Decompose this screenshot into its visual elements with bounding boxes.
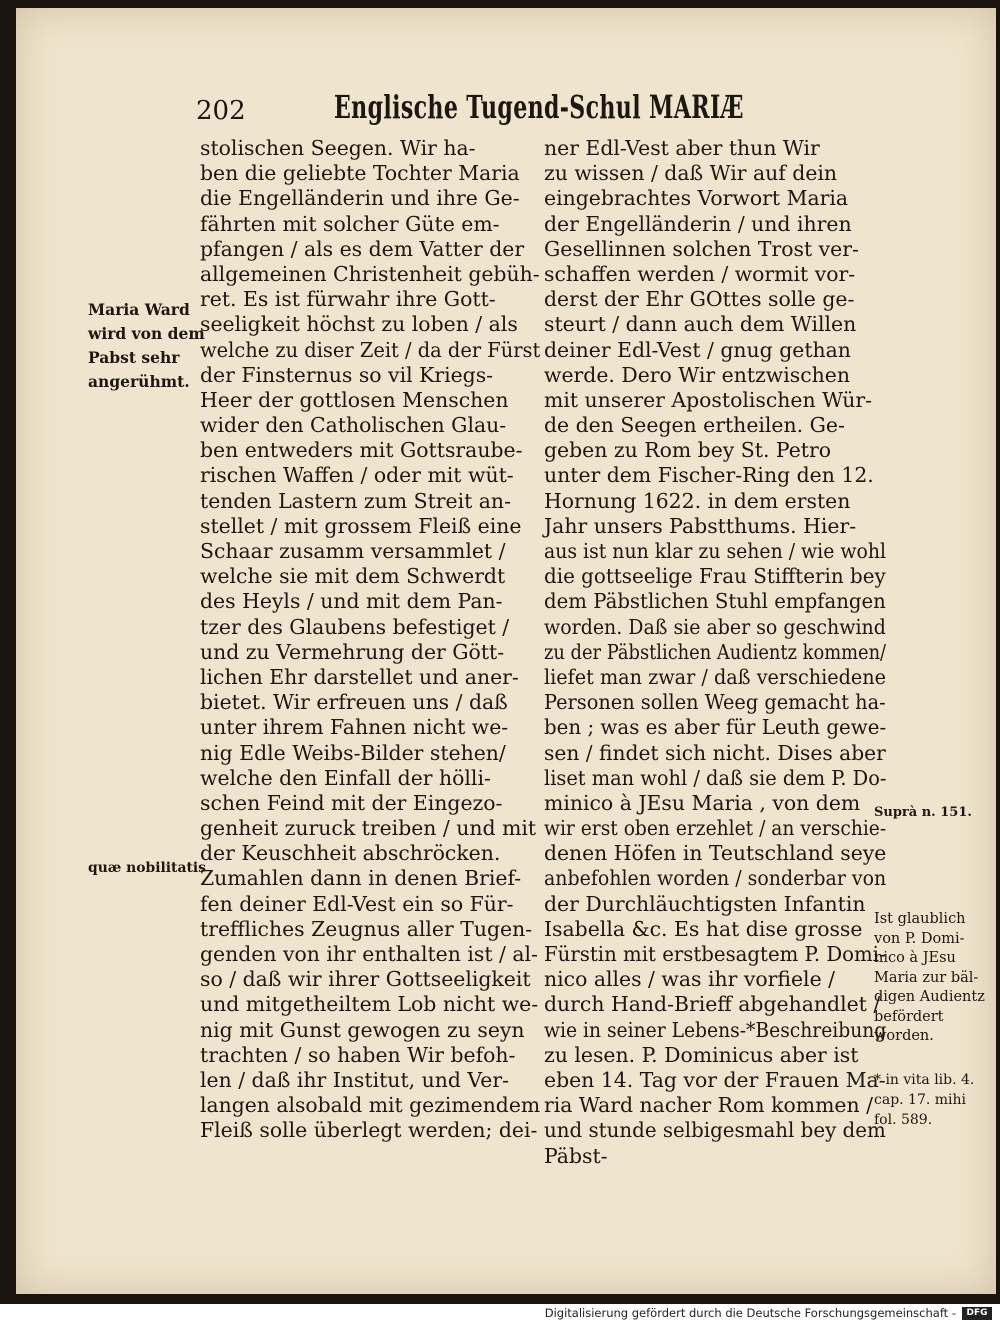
margin-line: Ist glaublich — [874, 911, 966, 927]
text-line: der Engelländerin / und ihren — [544, 211, 852, 236]
text-line: Gesellinnen solchen Trost ver- — [544, 236, 859, 261]
text-line: Fleiß solle überlegt werden; dei- — [200, 1118, 538, 1143]
text-line: tzer des Glaubens befestiget / — [200, 614, 510, 639]
text-line: sen / findet sich nicht. Dises aber — [544, 740, 886, 765]
text-line: deiner Edl-Vest / gnug gethan — [544, 337, 851, 362]
text-line: des Heyls / und mit dem Pan- — [200, 589, 503, 614]
text-line: geben zu Rom bey St. Petro — [544, 438, 831, 463]
text-line: Personen sollen Weeg gemacht ha- — [544, 690, 886, 715]
text-line: der Durchläuchtigsten Infantin — [544, 891, 866, 916]
text-line: seeligkeit höchst zu loben / als — [200, 312, 518, 337]
text-line: ret. Es ist fürwahr ihre Gott- — [200, 287, 496, 312]
margin-line: nico à JEsu — [874, 950, 956, 966]
text-line: zu lesen. P. Dominicus aber ist — [544, 1042, 859, 1067]
text-line: der Keuschheit abschröcken. — [200, 841, 501, 866]
text-column-right — [544, 136, 888, 1169]
text-line: wie in seiner Lebens-*Beschreibung — [544, 1017, 887, 1042]
text-line: eingebrachtes Vorwort Maria — [544, 186, 849, 211]
text-column-left — [200, 136, 544, 1144]
margin-line: * in vita lib. 4. — [874, 1072, 975, 1088]
footer-credit: Digitalisierung gefördert durch die Deutsche Forschungsgemeinschaft - — [544, 1306, 956, 1320]
text-line: de den Seegen ertheilen. Ge- — [544, 413, 845, 438]
text-line: nig mit Gunst gewogen zu seyn — [200, 1017, 525, 1042]
margin-line: befördert — [874, 1008, 944, 1025]
margin-line: Maria Ward — [88, 300, 190, 319]
margin-line: angerühmt. — [88, 372, 190, 391]
text-line: Isabella &c. Es hat dise grosse — [544, 916, 863, 941]
text-line: genden von ihr enthalten ist / al- — [200, 942, 538, 966]
margin-line: worden. — [874, 1028, 934, 1044]
margin-line: fol. 589. — [874, 1112, 933, 1128]
text-line: zu der Päbstlichen Audientz kommen/ — [544, 639, 887, 664]
margin-line: Suprà n. 151. — [874, 805, 972, 820]
text-line: unter ihrem Fahnen nicht we- — [200, 715, 509, 740]
text-line: Fürstin mit erstbesagtem P. Domi- — [544, 942, 886, 966]
text-line: fen deiner Edl-Vest ein so Für- — [200, 891, 514, 916]
margin-line: Maria zur bäl- — [874, 969, 979, 986]
text-line: die gottseelige Frau Stiffterin bey — [544, 564, 886, 589]
text-line: liset man wohl / daß sie dem P. Do- — [544, 765, 887, 790]
text-line: Zumahlen dann in denen Brief- — [200, 866, 522, 891]
text-line: und mitgetheiltem Lob nicht we- — [200, 992, 539, 1017]
text-line: stellet / mit grossem Fleiß eine — [200, 513, 522, 538]
text-line: denen Höfen in Teutschland seye — [544, 841, 887, 866]
text-line: unter dem Fischer-Ring den 12. — [544, 463, 874, 488]
footer-bar — [0, 1304, 1000, 1323]
running-title: Englische Tugend-Schul MARIÆ — [334, 88, 744, 126]
text-line: welche den Einfall der hölli- — [200, 765, 491, 790]
text-line: liefet man zwar / daß verschiedene — [544, 664, 887, 689]
dfg-logo: DFG — [962, 1307, 992, 1320]
text-line: allgemeinen Christenheit gebüh- — [200, 261, 540, 286]
text-line: genheit zuruck treiben / und mit — [200, 816, 537, 841]
text-line: welche sie mit dem Schwerdt — [200, 564, 506, 589]
text-line: rischen Waffen / oder mit wüt- — [200, 463, 514, 488]
text-line: Heer der gottlosen Menschen — [200, 387, 509, 412]
text-line: bietet. Wir erfreuen uns / daß — [200, 690, 508, 715]
text-line: minico à JEsu Maria , von dem — [544, 790, 861, 815]
margin-note-maria-ward — [88, 298, 205, 394]
margin-line: quæ nobilitatis — [88, 860, 206, 876]
text-line: schaffen werden / wormit vor- — [544, 261, 856, 286]
margin-line: von P. Domi- — [874, 930, 965, 947]
text-line: mit unserer Apostolischen Wür- — [544, 387, 873, 412]
text-line: stolischen Seegen. Wir ha- — [200, 136, 476, 160]
text-line: ben entweders mit Gottsraube- — [200, 438, 523, 463]
text-line: ner Edl-Vest aber thun Wir — [544, 136, 820, 160]
text-line: worden. Daß sie aber so geschwind — [544, 614, 886, 639]
text-line: ben die geliebte Tochter Maria — [200, 161, 520, 186]
text-line: Päbst- — [544, 1143, 608, 1168]
text-line: werde. Dero Wir entzwischen — [544, 362, 850, 387]
text-line: wider den Catholischen Glau- — [200, 413, 507, 438]
text-line: nico alles / was ihr vorfiele / — [544, 967, 835, 992]
text-line: nig Edle Weibs-Bilder stehen/ — [200, 740, 506, 765]
margin-line: digen Audientz — [874, 989, 985, 1005]
text-line: der Finsternus so vil Kriegs- — [200, 362, 494, 387]
margin-line: cap. 17. mihi — [874, 1092, 967, 1108]
text-line: treffliches Zeugnus aller Tugen- — [200, 916, 533, 941]
text-line: Jahr unsers Pabstthums. Hier- — [544, 513, 857, 538]
margin-note-glaublich — [874, 910, 985, 1047]
text-line: pfangen / als es dem Vatter der — [200, 236, 525, 261]
text-line: die Engelländerin und ihre Ge- — [200, 186, 520, 211]
text-line: len / daß ihr Institut, und Ver- — [200, 1067, 509, 1092]
text-line: welche zu diser Zeit / da der Fürst — [200, 337, 541, 362]
margin-line: wird von dem — [88, 324, 205, 343]
text-line: und stunde selbigesmahl bey dem — [544, 1118, 886, 1143]
margin-note-nobilitatis — [88, 858, 207, 878]
text-line: anbefohlen worden / sonderbar von — [544, 866, 887, 891]
margin-note-supra — [874, 804, 972, 822]
text-line: wir erst oben erzehlet / an verschie- — [544, 816, 887, 841]
margin-line: Pabst sehr — [88, 348, 180, 367]
text-line: ria Ward nacher Rom kommen / — [544, 1093, 873, 1118]
book-page — [16, 8, 996, 1294]
text-line: tenden Lastern zum Streit an- — [200, 488, 511, 513]
text-line: Hornung 1622. in dem ersten — [544, 488, 851, 513]
text-line: durch Hand-Brieff abgehandlet / — [544, 992, 881, 1017]
text-line: steurt / dann auch dem Willen — [544, 312, 857, 337]
text-line: dem Päbstlichen Stuhl empfangen — [544, 589, 886, 614]
text-line: trachten / so haben Wir befoh- — [200, 1042, 516, 1067]
text-line: aus ist nun klar zu sehen / wie wohl — [544, 539, 886, 563]
text-line: lichen Ehr darstellet und aner- — [200, 664, 519, 689]
text-line: derst der Ehr GOttes solle ge- — [544, 287, 855, 312]
text-line: fährten mit solcher Güte em- — [200, 211, 500, 236]
text-line: schen Feind mit der Eingezo- — [200, 790, 503, 815]
text-line: Schaar zusamm versammlet / — [200, 539, 506, 563]
page-number: 202 — [196, 96, 246, 126]
text-line: so / daß wir ihrer Gottseeligkeit — [200, 967, 531, 992]
margin-note-in-vita — [874, 1070, 974, 1130]
text-line: langen alsobald mit gezimendem — [200, 1093, 541, 1118]
page-header — [16, 88, 996, 138]
text-line: ben ; was es aber für Leuth gewe- — [544, 715, 887, 740]
text-line: und zu Vermehrung der Gött- — [200, 639, 505, 664]
text-line: eben 14. Tag vor der Frauen Ma- — [544, 1067, 886, 1092]
text-line: zu wissen / daß Wir auf dein — [544, 161, 838, 186]
